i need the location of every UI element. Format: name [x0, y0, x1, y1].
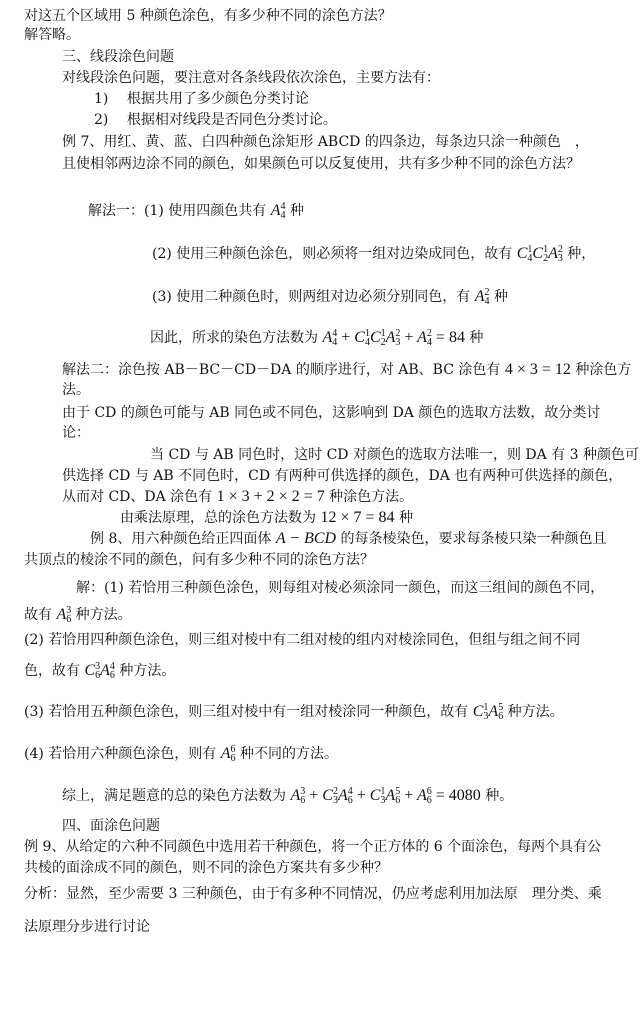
text-line: 分析：显然，至少需要 3 三种颜色，由于有多种不同情况，仍应考虑利用加法原 理分类、乘 [24, 886, 602, 902]
text-line: 供选择 CD 与 AB 不同色时，CD 有两种可供选择的颜色，DA 也有两种可供选择的颜色， [62, 468, 623, 484]
formula-c41-c21-a32: $C^1_4C^1_2A^2_3$ [516, 244, 563, 264]
text-segment: 种方法。 [114, 663, 176, 679]
text-line: 共顶点的棱涂不同的颜色，问有多少种不同的涂色方法？ [24, 552, 374, 568]
solution-line [120, 508, 413, 528]
solution-line [150, 324, 483, 353]
text-segment: (3) 若恰用五种颜色涂色，则三组对棱中有一组对棱涂同一种颜色，故有 [24, 704, 473, 720]
text-segment: 种 [394, 510, 413, 526]
text-segment: (2) 使用三种颜色涂色，则必须将一组对边染成同色，故有 [152, 246, 517, 262]
solution-line [90, 529, 607, 549]
solution-line [62, 487, 413, 507]
text-line: 当 CD 与 AB 同色时，这时 CD 对颜色的选取方法唯一，则 DA 有 3 种颜色可 [150, 447, 640, 463]
text-segment: 种 [285, 203, 304, 219]
text-segment: 色，故有 [24, 663, 85, 679]
solution-line [152, 283, 508, 312]
list-item: 1) 根据共用了多少颜色分类讨论 [94, 91, 309, 107]
text-segment: 解法一：(1) 使用四颜色共有 [88, 203, 271, 219]
solution-line [88, 197, 304, 226]
solution-line [24, 657, 175, 686]
text-line: (2) 若恰用四种颜色涂色，则三组对棱中有二组对棱的组内对棱涂同色，但组与组之间不同 [24, 632, 581, 648]
formula-tetrahedron: A − BCD [275, 530, 337, 547]
text-segment: 种涂色方 [570, 362, 632, 378]
text-line: 对线段涂色问题，要注意对各条线段依次涂色，主要方法有： [62, 70, 440, 86]
formula-a63: $A^3_6$ [56, 605, 72, 625]
formula-sum-4080: $A^3_6 + C^2_3A^4_6 + C^1_3A^5_6 + A^6_6 = 4080$ [290, 786, 481, 806]
text-line: 法原理分步进行讨论 [24, 919, 150, 935]
formula-4x3: 4 × 3 = 12 [504, 361, 571, 378]
text-segment: 种涂色方法。 [324, 489, 414, 505]
section-heading: 四、面涂色问题 [62, 818, 160, 834]
text-segment: (3) 使用二种颜色时，则两组对边必须分别同色，有 [152, 289, 475, 305]
text-segment: 种。 [480, 788, 514, 804]
text-line: 由于 CD 的颜色可能与 AB 同色或不同色，这影响到 DA 颜色的选取方法数，故分类讨 [62, 405, 601, 421]
solution-line [152, 240, 595, 269]
text-segment: 例 8、用六种颜色给正四面体 [90, 531, 276, 547]
text-segment: 从而对 CD、DA 涂色有 [62, 489, 217, 505]
formula-a66: $A^6_6$ [220, 744, 236, 764]
section-heading: 三、线段涂色问题 [62, 49, 174, 65]
text-segment: 种方法。 [71, 607, 132, 623]
text-line: 对这五个区域用 5 种颜色涂色，有多少种不同的涂色方法？ [24, 8, 392, 24]
formula-a42: $A^2_4$ [474, 287, 490, 307]
formula-12x7: 12 × 7 = 84 [320, 509, 395, 526]
text-line: 解答略。 [24, 27, 80, 43]
text-segment: 种 [464, 330, 484, 346]
text-line: 法。 [62, 382, 90, 398]
text-line: 论： [62, 425, 90, 441]
formula-13-22: 1 × 3 + 2 × 2 = 7 [216, 488, 325, 505]
solution-line [62, 360, 631, 380]
text-line: 且使相邻两边涂不同的颜色，如果颜色可以反复使用，共有多少种不同的涂色方法？ [62, 156, 580, 172]
formula-a44: $A^4_4$ [270, 201, 286, 221]
formula-c63-a64: $C^3_6A^4_6$ [84, 661, 115, 681]
text-segment: (4) 若恰用六种颜色涂色，则有 [24, 746, 221, 762]
text-segment: 故有 [24, 607, 57, 623]
text-segment: 综上，满足题意的总的染色方法数为 [62, 788, 291, 804]
text-line: 例 9、从给定的六种不同颜色中选用若干种颜色，将一个正方体的 6 个面涂色，每两个具有公 [24, 839, 602, 855]
text-line: 共棱的面涂成不同的颜色，则不同的涂色方案共有多少种？ [24, 860, 388, 876]
solution-line [24, 698, 564, 727]
text-segment: 解法二：涂色按 AB－BC－CD－DA 的顺序进行，对 AB、BC 涂色有 [62, 362, 505, 378]
text-segment: 种不同的方法。 [235, 746, 338, 762]
text-segment: 种 [489, 289, 508, 305]
list-item: 2) 根据相对线段是否同色分类讨论。 [94, 112, 337, 128]
text-segment: 的每条棱染色，要求每条棱只染一种颜色且 [336, 531, 607, 547]
solution-line [62, 782, 513, 811]
text-line: 解：(1) 若恰用三种颜色涂色，则每组对棱必须涂同一颜色，而这三组间的颜色不同， [76, 580, 605, 596]
formula-c31-a65: $C^1_3A^5_6$ [472, 702, 504, 722]
formula-sum-84: $A^4_4 + C^1_4C^1_2A^2_3 + A^2_4 = 84$ [322, 328, 465, 348]
text-segment: 因此，所求的染色方法数为 [150, 330, 323, 346]
text-segment: 由乘法原理，总的涂色方法数为 [120, 510, 321, 526]
text-segment: 种方法。 [503, 704, 564, 720]
text-line: 例 7、用红、黄、蓝、白四种颜色涂矩形 ABCD 的四条边，每条边只涂一种颜色 ， [62, 134, 589, 150]
text-segment: 种， [562, 246, 596, 262]
solution-line [24, 601, 132, 630]
solution-line [24, 740, 338, 769]
